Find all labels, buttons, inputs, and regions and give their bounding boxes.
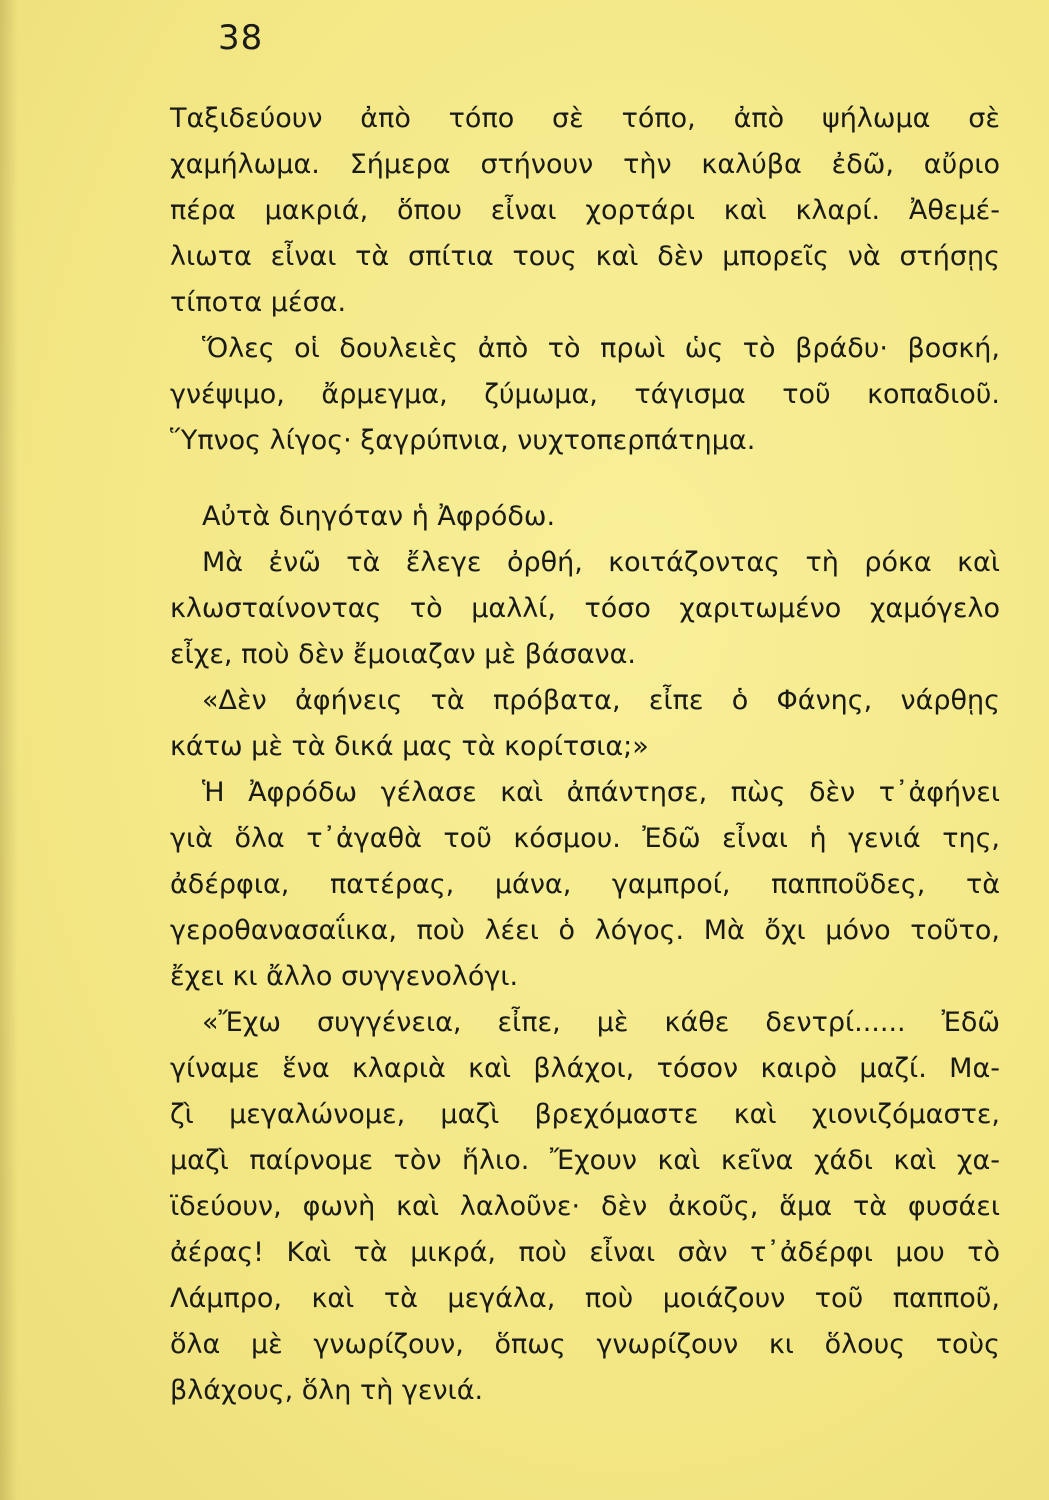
text-line: κάτω μὲ τὰ δικά μας τὰ κορίτσια;» bbox=[170, 731, 649, 762]
text-line: Μὰ ἐνῶ τὰ ἔλεγε ὀρθή, κοιτάζοντας τὴ ρόκα καὶ bbox=[202, 547, 1000, 578]
text-line: ἀέρας! Καὶ τὰ μικρά, ποὺ εἶναι σὰν τ᾽ἀδέρφι μου τὸ bbox=[170, 1237, 1000, 1268]
text-line: πέρα μακριά, ὅπου εἶναι χορτάρι καὶ κλαρί. Ἀθεμέ- bbox=[170, 195, 1000, 226]
paragraph-gap bbox=[170, 464, 1000, 494]
page-number: 38 bbox=[218, 18, 264, 58]
text-line: ἀδέρφια, πατέρας, μάνα, γαμπροί, παπποῦδες, τὰ bbox=[170, 869, 1000, 900]
text-line: Ὕπνος λίγος· ξαγρύπνια, νυχτοπερπάτημα. bbox=[170, 425, 756, 456]
text-line: γίναμε ἕνα κλαριὰ καὶ βλάχοι, τόσον καιρὸ μαζί. Μα- bbox=[170, 1053, 1000, 1084]
text-line: ζὶ μεγαλώνομε, μαζὶ βρεχόμαστε καὶ χιονιζόμαστε, bbox=[170, 1099, 1000, 1130]
text-line: βλάχους, ὅλη τὴ γενιά. bbox=[170, 1375, 484, 1406]
text-line: ϊδεύουν, φωνὴ καὶ λαλοῦνε· δὲν ἀκοῦς, ἅμα τὰ φυσάει bbox=[170, 1191, 1000, 1222]
paragraph bbox=[170, 770, 1000, 1000]
paragraph bbox=[170, 678, 1000, 770]
text-line: χαμήλωμα. Σήμερα στήνουν τὴν καλύβα ἐδῶ, αὔριο bbox=[170, 149, 1000, 180]
text-line: Ταξιδεύουν ἀπὸ τόπο σὲ τόπο, ἀπὸ ψήλωμα σὲ bbox=[170, 103, 1000, 134]
paragraph bbox=[170, 96, 1000, 326]
text-line: ὅλα μὲ γνωρίζουν, ὅπως γνωρίζουν κι ὅλους τοὺς bbox=[170, 1329, 1000, 1360]
text-line: ἔχει κι ἄλλο συγγενολόγι. bbox=[170, 961, 519, 992]
text-line: Λάμπρο, καὶ τὰ μεγάλα, ποὺ μοιάζουν τοῦ παπποῦ, bbox=[170, 1283, 1000, 1314]
page-binding-shadow bbox=[0, 0, 18, 1500]
text-line: μαζὶ παίρνομε τὸν ἥλιο. Ἔχουν καὶ κεῖνα χάδι καὶ χα- bbox=[170, 1145, 1000, 1176]
text-line: Αὐτὰ διηγόταν ἡ Ἀφρόδω. bbox=[202, 501, 556, 532]
text-line: γνέψιμο, ἄρμεγμα, ζύμωμα, τάγισμα τοῦ κοπαδιοῦ. bbox=[170, 379, 1000, 410]
text-line: Ἡ Ἀφρόδω γέλασε καὶ ἀπάντησε, πὼς δὲν τ᾽ἀφήνει bbox=[202, 777, 1000, 808]
text-line: «Ἔχω συγγένεια, εἶπε, μὲ κάθε δεντρί...... Ἐδῶ bbox=[202, 1007, 1000, 1038]
text-line: λιωτα εἶναι τὰ σπίτια τους καὶ δὲν μπορεῖς νὰ στήσῃς bbox=[170, 241, 1000, 272]
paragraph bbox=[170, 540, 1000, 678]
paragraph bbox=[170, 494, 1000, 540]
body-text bbox=[170, 96, 1000, 1414]
text-line: τίποτα μέσα. bbox=[170, 287, 347, 318]
paragraph bbox=[170, 1000, 1000, 1414]
paragraph bbox=[170, 326, 1000, 464]
text-line: «Δὲν ἀφήνεις τὰ πρόβατα, εἶπε ὁ Φάνης, νάρθῃς bbox=[202, 685, 1000, 716]
text-line: κλωσταίνοντας τὸ μαλλί, τόσο χαριτωμένο χαμόγελο bbox=[170, 593, 1000, 624]
text-line: Ὅλες οἱ δουλειὲς ἀπὸ τὸ πρωὶ ὡς τὸ βράδυ· βοσκή, bbox=[202, 333, 1000, 364]
text-line: εἶχε, ποὺ δὲν ἔμοιαζαν μὲ βάσανα. bbox=[170, 639, 636, 670]
text-line: γιὰ ὅλα τ᾽ἀγαθὰ τοῦ κόσμου. Ἐδῶ εἶναι ἡ γενιά της, bbox=[170, 823, 1000, 854]
text-line: γεροθανασαΐικα, ποὺ λέει ὁ λόγος. Μὰ ὄχι μόνο τοῦτο, bbox=[170, 915, 1000, 946]
